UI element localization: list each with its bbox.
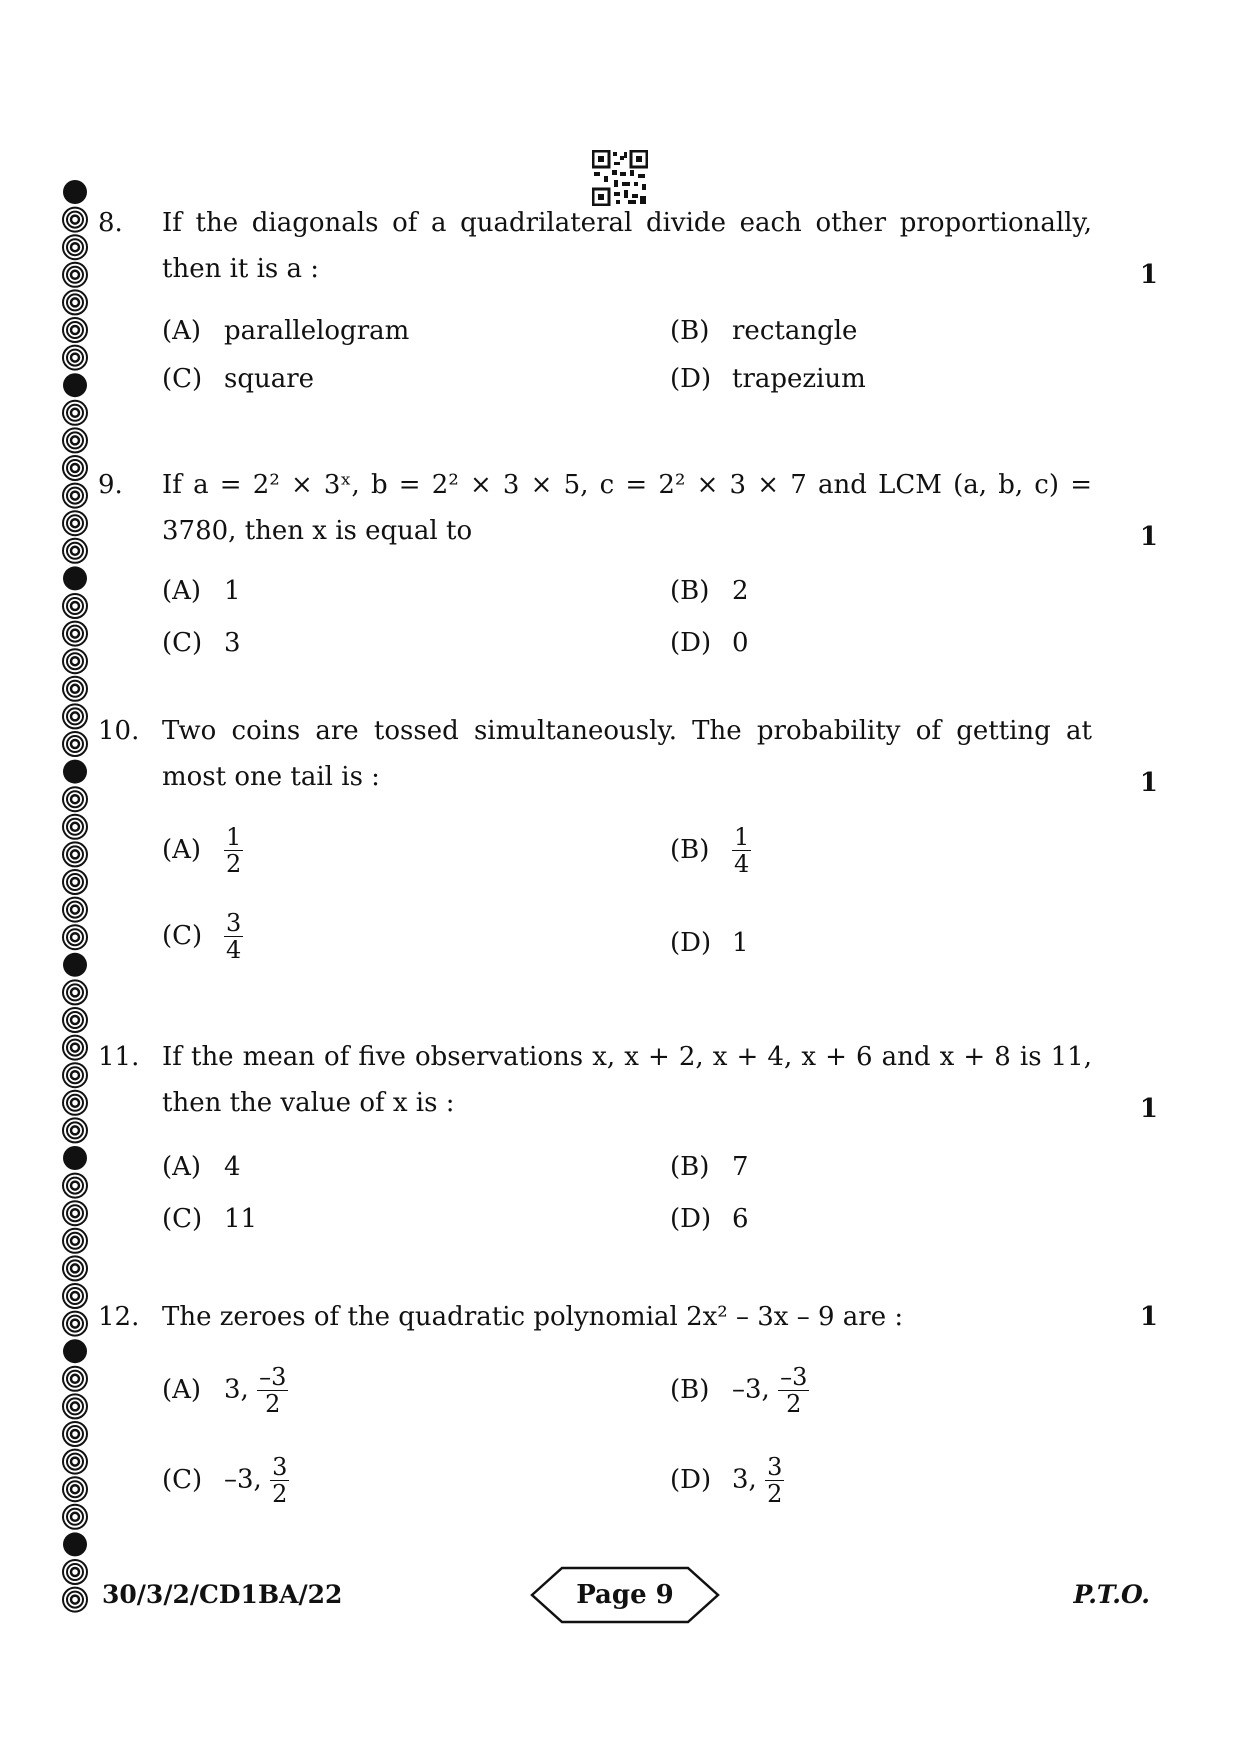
fraction-numerator: 3 <box>272 1453 288 1481</box>
option-label: (A) <box>162 1152 202 1182</box>
option-a <box>162 1152 241 1182</box>
option-c <box>162 1204 257 1234</box>
option-prefix: 3, <box>224 1374 249 1405</box>
option-label: (A) <box>162 1374 202 1405</box>
fraction-denominator: 2 <box>265 1390 281 1418</box>
option-b <box>670 316 857 346</box>
option-text: 2 <box>732 576 749 606</box>
question-marks: 1 <box>1139 1302 1158 1332</box>
fraction-denominator: 2 <box>767 1480 783 1508</box>
option-label: (B) <box>670 1374 710 1405</box>
option-d <box>670 928 749 958</box>
option-c <box>162 910 243 963</box>
question-text: If the mean of five observations x, x + 2, x + 4, x + 6 and x + 8 is 11, then the value of x is : <box>162 1042 1092 1118</box>
option-text: 3 <box>224 628 241 658</box>
option-b <box>670 576 749 606</box>
option-label: (B) <box>670 316 710 346</box>
option-text: trapezium <box>732 364 866 394</box>
question-number: 8. <box>98 208 123 238</box>
question-number: 12. <box>98 1302 140 1332</box>
option-label: (C) <box>162 1204 203 1234</box>
option-b <box>670 1152 749 1182</box>
fraction-denominator: 4 <box>734 850 750 878</box>
option-text: 6 <box>732 1204 749 1234</box>
fraction-numerator: –3 <box>259 1363 287 1391</box>
option-label: (D) <box>670 1204 712 1234</box>
option-label: (A) <box>162 834 202 865</box>
option-text: 0 <box>732 628 749 658</box>
option-d <box>670 628 749 658</box>
option-d <box>670 1204 749 1234</box>
fraction <box>270 1454 289 1507</box>
fraction-denominator: 2 <box>786 1390 802 1418</box>
option-text: 1 <box>732 928 749 958</box>
page-number: Page 9 <box>576 1580 674 1610</box>
option-text: rectangle <box>732 316 858 346</box>
fraction <box>257 1364 288 1417</box>
option-d <box>670 364 866 394</box>
question-number: 9. <box>98 470 123 500</box>
fraction-numerator: 1 <box>226 823 242 851</box>
option-prefix: –3, <box>732 1374 770 1405</box>
fraction <box>224 910 243 963</box>
option-a <box>162 576 241 606</box>
question-number: 10. <box>98 716 140 746</box>
margin-circle-strip <box>58 178 92 1618</box>
fraction-denominator: 2 <box>272 1480 288 1508</box>
question-text: The zeroes of the quadratic polynomial 2x² – 3x – 9 are : <box>162 1302 904 1332</box>
fraction <box>224 824 243 877</box>
fraction-denominator: 4 <box>226 936 242 964</box>
please-turn-over: P.T.O. <box>1073 1580 1150 1609</box>
option-label: (C) <box>162 1464 203 1495</box>
option-prefix: –3, <box>224 1464 262 1495</box>
option-a <box>162 824 243 877</box>
option-label: (B) <box>670 576 710 606</box>
option-label: (D) <box>670 364 712 394</box>
option-text: square <box>224 364 315 394</box>
question-marks: 1 <box>1139 1094 1158 1124</box>
question-text: If the diagonals of a quadrilateral divide each other proportionally, then it is a : <box>162 208 1092 284</box>
fraction <box>778 1364 809 1417</box>
option-label: (D) <box>670 1464 712 1495</box>
option-c <box>162 1454 289 1507</box>
option-text: 11 <box>224 1204 258 1234</box>
fraction-denominator: 2 <box>226 850 242 878</box>
option-b <box>670 824 751 877</box>
option-a <box>162 316 409 346</box>
option-b <box>670 1364 809 1417</box>
option-label: (D) <box>670 628 712 658</box>
question-text: If a = 2² × 3ˣ, b = 2² × 3 × 5, c = 2² × 3 × 7 and LCM (a, b, c) = 3780, then x is equal to <box>162 470 1092 546</box>
option-a <box>162 1364 288 1417</box>
fraction-numerator: –3 <box>780 1363 808 1391</box>
option-prefix: 3, <box>732 1464 757 1495</box>
question-text: Two coins are tossed simultaneously. The probability of getting at most one tail is : <box>162 716 1092 792</box>
question-number: 11. <box>98 1042 140 1072</box>
fraction <box>765 1454 784 1507</box>
page-number-badge <box>530 1566 720 1624</box>
option-text: 1 <box>224 576 241 606</box>
option-c <box>162 364 314 394</box>
question-marks: 1 <box>1139 768 1158 798</box>
option-label: (A) <box>162 576 202 606</box>
option-label: (C) <box>162 364 203 394</box>
option-d <box>670 1454 784 1507</box>
option-text: parallelogram <box>224 316 410 346</box>
margin-circles-graphic <box>58 178 92 1618</box>
option-label: (D) <box>670 928 712 958</box>
fraction-numerator: 3 <box>226 909 242 937</box>
option-label: (A) <box>162 316 202 346</box>
option-text: 4 <box>224 1152 241 1182</box>
fraction-numerator: 3 <box>767 1453 783 1481</box>
option-text: 7 <box>732 1152 749 1182</box>
option-label: (C) <box>162 628 203 658</box>
option-label: (B) <box>670 834 710 865</box>
question-marks: 1 <box>1139 522 1158 552</box>
option-label: (B) <box>670 1152 710 1182</box>
qr-code-icon <box>592 150 648 206</box>
question-marks: 1 <box>1139 260 1158 290</box>
paper-code: 30/3/2/CD1BA/22 <box>102 1580 343 1609</box>
fraction <box>732 824 751 877</box>
option-c <box>162 628 241 658</box>
option-label: (C) <box>162 920 203 951</box>
fraction-numerator: 1 <box>734 823 750 851</box>
